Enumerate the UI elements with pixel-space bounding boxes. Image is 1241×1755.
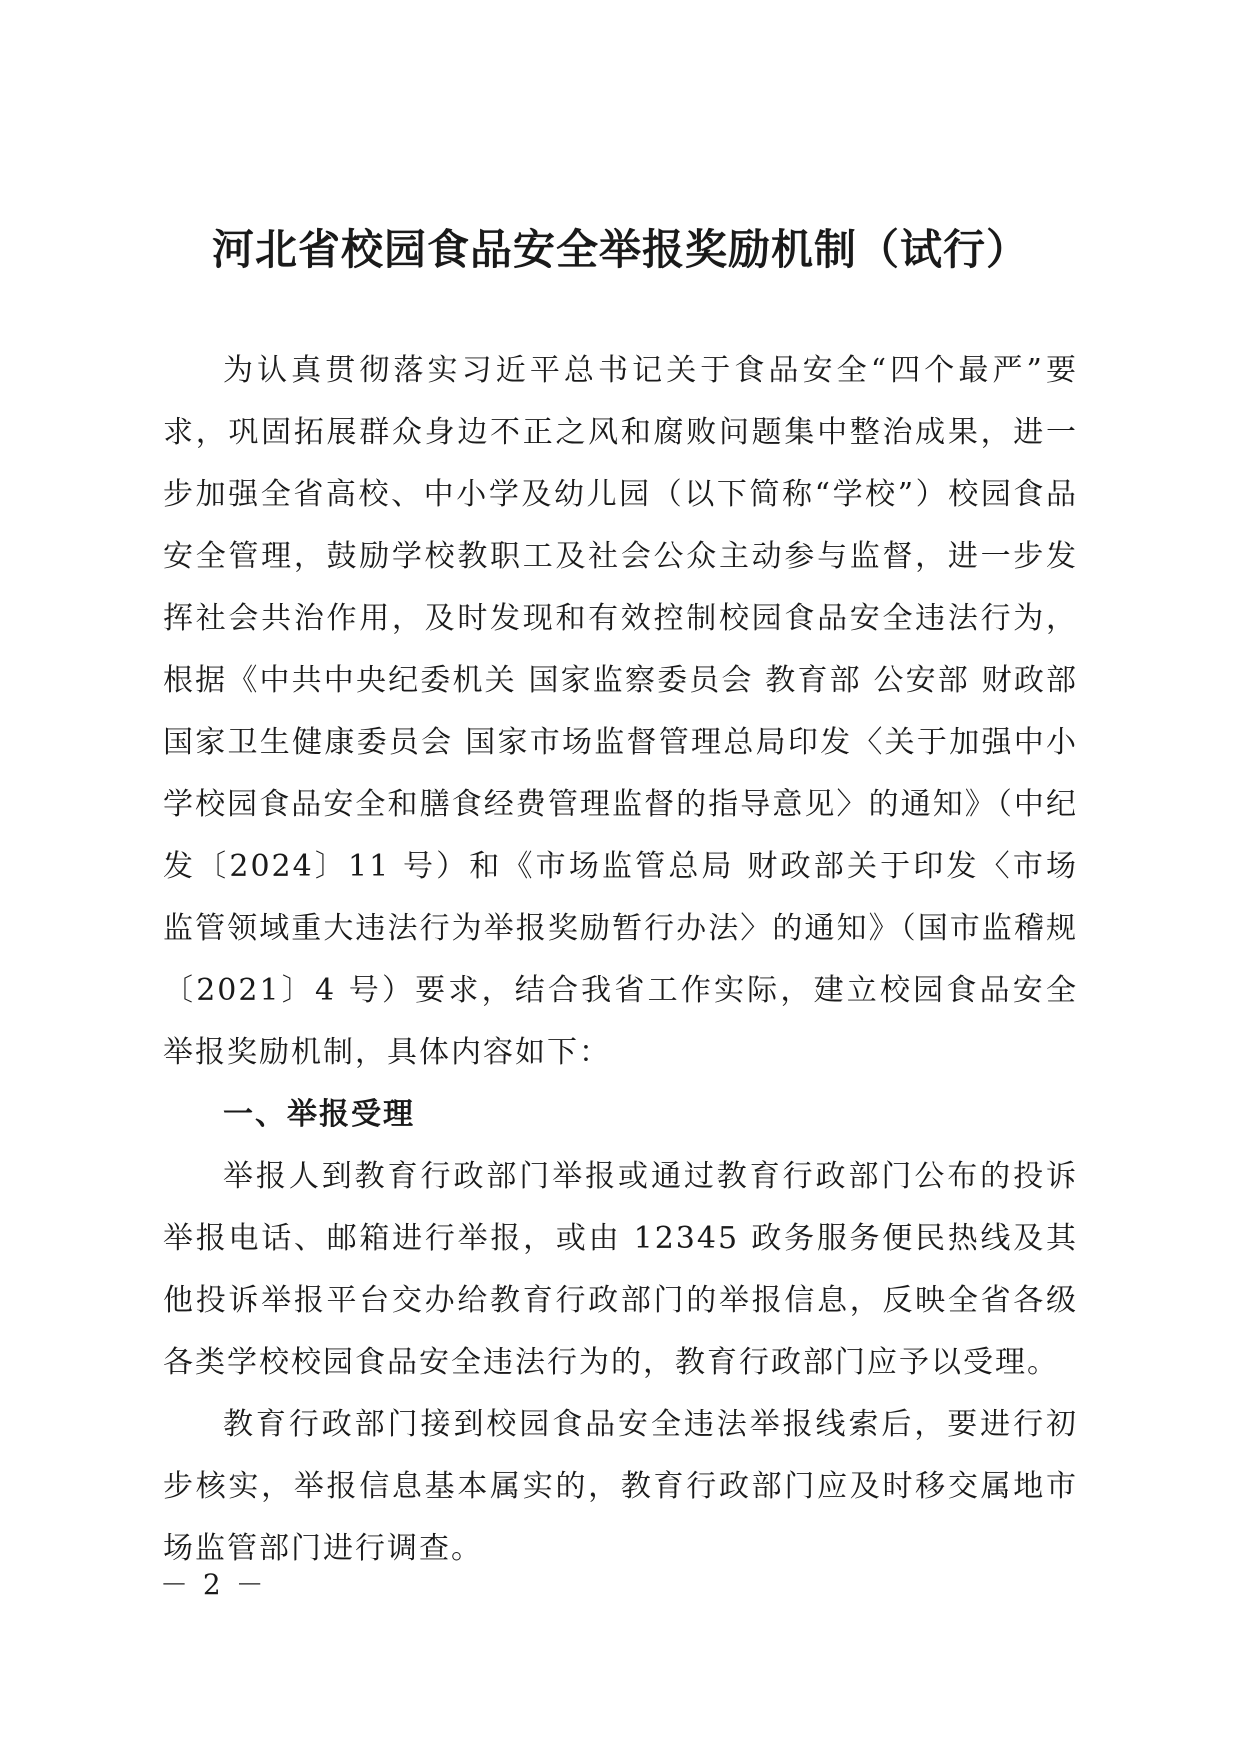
page-number: － 2 － <box>160 1568 267 1601</box>
document-body <box>163 340 1078 1580</box>
section1-paragraph-1: 举报人到教育行政部门举报或通过教育行政部门公布的投诉举报电话、邮箱进行举报，或由 12345 政务服务便民热线及其他投诉举报平台交办给教育行政部门的举报信息，反映全省各级各类学校校园食品安全违法行为的，教育行政部门应予以受理。 <box>163 1159 1078 1380</box>
intro-paragraph: 为认真贯彻落实习近平总书记关于食品安全“四个最严”要求，巩固拓展群众身边不正之风和腐败问题集中整治成果，进一步加强全省高校、中小学及幼儿园（以下简称“学校”）校园食品安全管理，鼓励学校教职工及社会公众主动参与监督，进一步发挥社会共治作用，及时发现和有效控制校园食品安全违法行为，根据《中共中央纪委机关 国家监察委员会 教育部 公安部 财政部 国家卫生健康委员会 国家市场监督管理总局印发〈关于加强中小学校园食品安全和膳食经费管理监督的指导意见〉的通知》（中纪发〔2024〕11 号）和《市场监管总局 财政部关于印发〈市场监管领域重大违法行为举报奖励暂行办法〉的通知》（国市监稽规〔2021〕4 号）要求，结合我省工作实际，建立校园食品安全举报奖励机制，具体内容如下： <box>163 353 1078 1070</box>
document-title: 河北省校园食品安全举报奖励机制（试行） <box>211 225 1029 274</box>
section1-paragraph-2: 教育行政部门接到校园食品安全违法举报线索后，要进行初步核实，举报信息基本属实的，教育行政部门应及时移交属地市场监管部门进行调查。 <box>163 1407 1078 1566</box>
section-heading-report-acceptance: 一、举报受理 <box>223 1097 415 1132</box>
